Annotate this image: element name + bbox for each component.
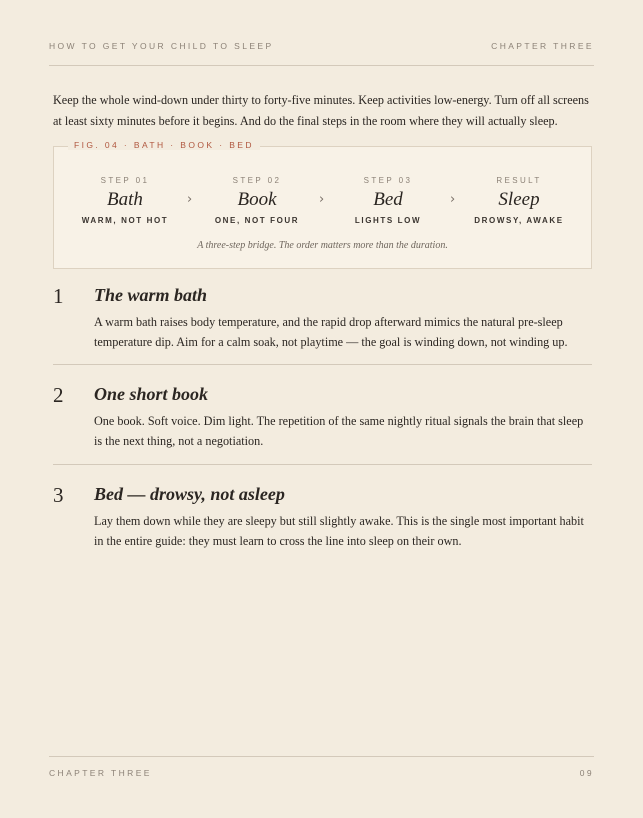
- step-number: STEP 01: [100, 176, 150, 185]
- figure-caption: A three-step bridge. The order matters more than the duration.: [197, 240, 448, 251]
- step-subtitle: DROWSY, AWAKE: [474, 216, 564, 225]
- step-result: [454, 176, 584, 225]
- step-subtitle: ONE, NOT FOUR: [214, 216, 300, 225]
- running-footer: [49, 756, 594, 778]
- page-number: 09: [579, 768, 594, 778]
- step-title: Bath: [107, 189, 143, 210]
- intro-paragraph: Keep the whole wind-down under thirty to forty-five minutes. Keep activities low-energy. Turn off all screens at least sixty minutes before it begins. And do the final steps in the room where they will actually sleep.: [53, 93, 589, 128]
- step-title: Bed: [373, 189, 403, 210]
- routine-figure: [53, 140, 592, 269]
- figure-label: FIG. 04 · BATH · BOOK · BED: [68, 140, 260, 150]
- chevron-right-icon: ›: [450, 192, 456, 207]
- step-subtitle: LIGHTS LOW: [354, 216, 422, 225]
- chevron-right-icon: ›: [319, 192, 325, 207]
- item-body: One book. Soft voice. Dim light. The repetition of the same nightly ritual signals the brain that sleep is the next thing, not a negotiation.: [94, 414, 584, 448]
- item-number: 1: [53, 284, 64, 308]
- step-title: Sleep: [498, 189, 540, 210]
- chevron-right-icon: ›: [187, 192, 193, 207]
- step-bed: [323, 176, 456, 225]
- step-book: [192, 176, 325, 225]
- item-title: One short book: [94, 384, 209, 404]
- book-title: HOW TO GET YOUR CHILD TO SLEEP: [49, 41, 274, 51]
- step-subtitle: WARM, NOT HOT: [81, 216, 169, 225]
- running-header: [49, 41, 594, 66]
- footer-chapter: CHAPTER THREE: [49, 768, 152, 778]
- item-body: Lay them down while they are sleepy but still slightly awake. This is the single most important habit in the entire guide: they must learn to cross the line into sleep on their own.: [94, 514, 584, 548]
- step-bath: [60, 176, 193, 225]
- step-number: STEP 02: [232, 176, 282, 185]
- divider: [53, 464, 592, 465]
- item-number: 3: [53, 483, 64, 507]
- chapter-label: CHAPTER THREE: [491, 41, 594, 51]
- step-number: RESULT: [496, 176, 542, 185]
- item-title: The warm bath: [94, 285, 208, 305]
- step-number: STEP 03: [363, 176, 413, 185]
- item-title: Bed — drowsy, not asleep: [94, 484, 285, 504]
- item-body: A warm bath raises body temperature, and the rapid drop afterward mimics the natural pre-sleep temperature dip. Aim for a calm soak, not playtime — the goal is winding down, not winding up.: [94, 315, 568, 349]
- item-number: 2: [53, 383, 64, 407]
- divider: [53, 364, 592, 365]
- step-title: Book: [237, 189, 277, 210]
